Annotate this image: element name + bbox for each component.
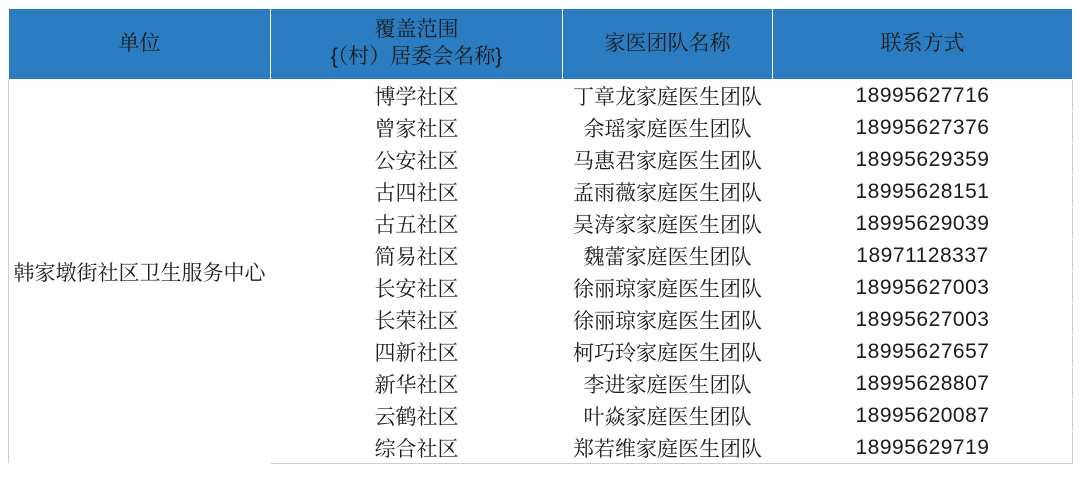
contact-phone-cell: 18995627003 [773,272,1073,304]
team-name-cell: 李进家庭医生团队 [563,368,773,400]
team-name-cell: 郑若维家庭医生团队 [563,432,773,464]
coverage-area-cell: 四新社区 [271,336,563,368]
coverage-area-cell: 简易社区 [271,240,563,272]
coverage-area-cell: 新华社区 [271,368,563,400]
column-header-team-label: 家医团队名称 [604,31,731,55]
contact-phone-cell: 18995620087 [773,400,1073,432]
column-header-area [271,9,563,80]
column-header-unit-label: 单位 [118,31,161,55]
coverage-area-cell: 公安社区 [271,144,563,176]
coverage-area-cell: 长荣社区 [271,304,563,336]
team-name-cell: 叶焱家庭医生团队 [563,400,773,432]
column-header-contact-label: 联系方式 [880,31,965,55]
family-doctor-table [8,8,1073,464]
team-name-cell: 余瑶家庭医生团队 [563,112,773,144]
coverage-area-cell: 古四社区 [271,176,563,208]
column-header-team [563,9,773,80]
contact-phone-cell: 18971128337 [773,240,1073,272]
team-name-cell: 徐丽琼家庭医生团队 [563,272,773,304]
column-header-unit [9,9,271,80]
table-body [9,80,1073,464]
contact-phone-cell: 18995629359 [773,144,1073,176]
team-name-cell: 马惠君家庭医生团队 [563,144,773,176]
coverage-area-cell: 博学社区 [271,80,563,112]
contact-phone-cell: 18995627003 [773,304,1073,336]
contact-phone-cell: 18995627716 [773,80,1073,112]
document-sheet [0,8,1080,482]
unit-name-cell: 韩家墩街社区卫生服务中心 [9,80,271,464]
column-header-area-label-line2: {（村）居委会名称} [330,45,503,68]
coverage-area-cell: 长安社区 [271,272,563,304]
column-header-contact [773,9,1073,80]
coverage-area-cell: 曾家社区 [271,112,563,144]
team-name-cell: 孟雨薇家庭医生团队 [563,176,773,208]
coverage-area-cell: 综合社区 [271,432,563,464]
contact-phone-cell: 18995629719 [773,432,1073,464]
coverage-area-cell: 古五社区 [271,208,563,240]
contact-phone-cell: 18995628151 [773,176,1073,208]
column-header-area-label-line1: 覆盖范围 [374,18,459,42]
contact-phone-cell: 18995629039 [773,208,1073,240]
team-name-cell: 丁章龙家庭医生团队 [563,80,773,112]
header-row [9,9,1073,80]
team-name-cell: 徐丽琼家庭医生团队 [563,304,773,336]
team-name-cell: 魏蕾家庭医生团队 [563,240,773,272]
coverage-area-cell: 云鹤社区 [271,400,563,432]
contact-phone-cell: 18995627376 [773,112,1073,144]
contact-phone-cell: 18995628807 [773,368,1073,400]
table-header [9,9,1073,80]
team-name-cell: 柯巧玲家庭医生团队 [563,336,773,368]
contact-phone-cell: 18995627657 [773,336,1073,368]
table-row [9,80,1073,112]
team-name-cell: 吴涛家家庭医生团队 [563,208,773,240]
